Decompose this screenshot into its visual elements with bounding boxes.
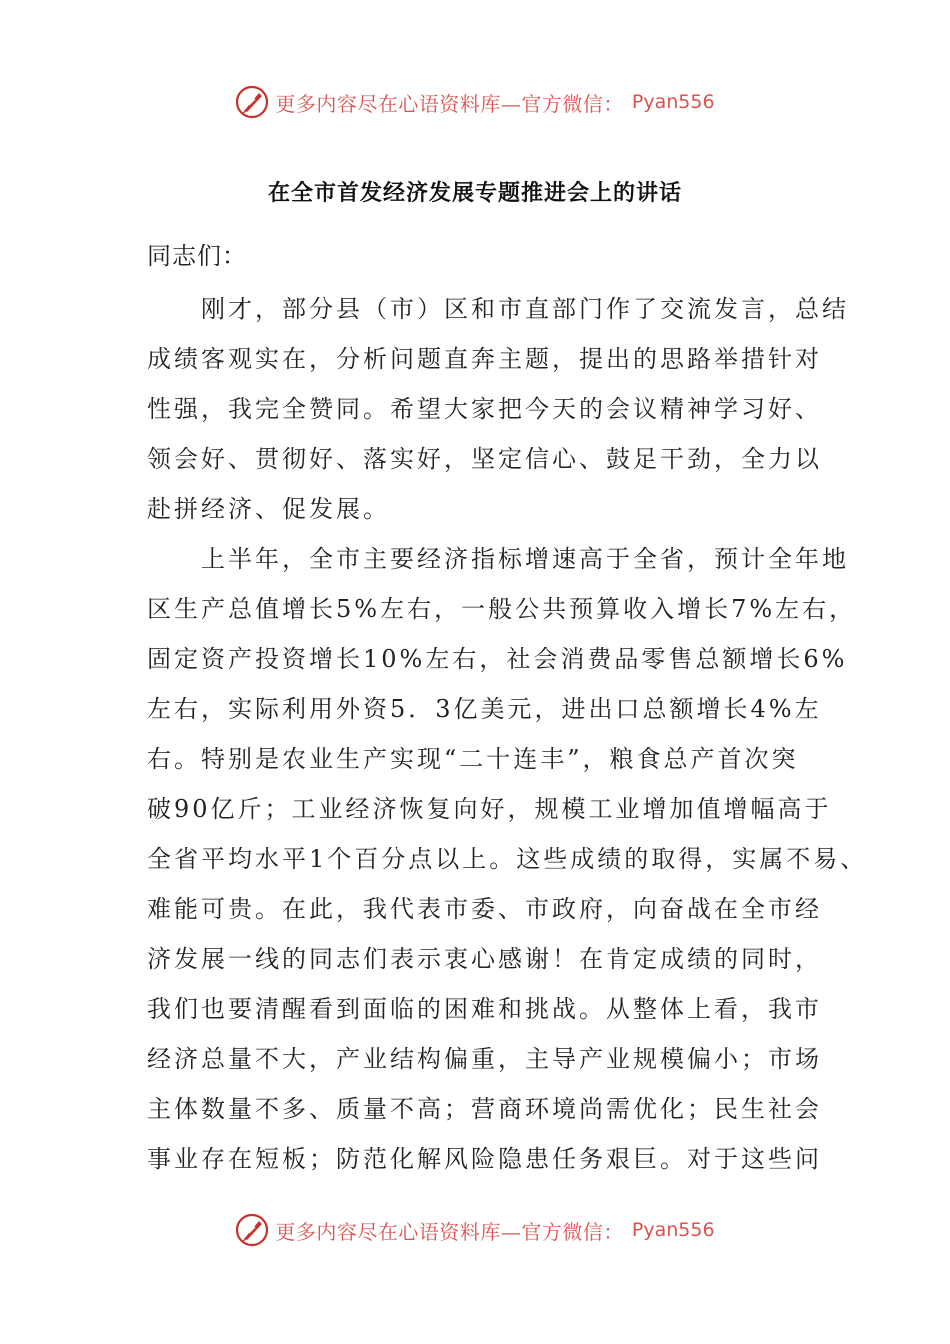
document-title: 在全市首发经济发展专题推进会上的讲话 xyxy=(267,181,682,206)
header-banner-content xyxy=(235,85,714,119)
body-line: 我们也要清醒看到面临的困难和挑战。从整体上看，我市 xyxy=(147,995,822,1023)
body-line: 事业存在短板；防范化解风险隐患任务艰巨。对于这些问 xyxy=(147,1145,822,1173)
body-line: 赴拼经济、促发展。 xyxy=(147,495,390,523)
salutation: 同志们： xyxy=(147,242,247,270)
body-line: 固定资产投资增长10%左右，社会消费品零售总额增长6% xyxy=(147,645,848,673)
body-line: 成绩客观实在，分析问题直奔主题，提出的思路举措针对 xyxy=(147,345,822,373)
body-line: 破90亿斤；工业经济恢复向好，规模工业增加值增幅高于 xyxy=(147,795,832,823)
document-body xyxy=(147,284,868,1184)
body-line: 主体数量不多、质量不高；营商环境尚需优化；民生社会 xyxy=(147,1095,822,1123)
body-line: 左右，实际利用外资5．3亿美元，进出口总额增长4%左 xyxy=(147,695,822,723)
header-wechat-id: Pyan556 xyxy=(631,91,715,113)
footer-banner-text: 更多内容尽在心语资料库—官方微信： xyxy=(275,1219,624,1244)
body-line: 刚才，部分县（市）区和市直部门作了交流发言，总结 xyxy=(147,295,849,323)
body-line: 右。特别是农业生产实现“二十连丰”，粮食总产首次突 xyxy=(147,745,799,773)
body-line: 难能可贵。在此，我代表市委、市政府，向奋战在全市经 xyxy=(147,895,822,923)
quill-pen-icon xyxy=(235,85,269,119)
body-line: 经济总量不大，产业结构偏重，主导产业规模偏小；市场 xyxy=(147,1045,822,1073)
footer-wechat-id: Pyan556 xyxy=(631,1219,715,1241)
footer-banner-content xyxy=(235,1213,714,1247)
body-line: 性强，我完全赞同。希望大家把今天的会议精神学习好、 xyxy=(147,395,822,423)
body-line: 济发展一线的同志们表示衷心感谢！在肯定成绩的同时， xyxy=(147,945,822,973)
body-line: 上半年，全市主要经济指标增速高于全省，预计全年地 xyxy=(147,545,849,573)
body-line: 区生产总值增长5%左右，一般公共预算收入增长7%左右， xyxy=(147,595,857,623)
footer-banner xyxy=(0,1210,950,1250)
header-banner-text: 更多内容尽在心语资料库—官方微信： xyxy=(275,91,624,116)
header-banner xyxy=(0,82,950,122)
body-line: 全省平均水平1个百分点以上。这些成绩的取得，实属不易、 xyxy=(147,845,868,873)
body-line: 领会好、贯彻好、落实好，坚定信心、鼓足干劲，全力以 xyxy=(147,445,822,473)
quill-pen-icon xyxy=(235,1213,269,1247)
